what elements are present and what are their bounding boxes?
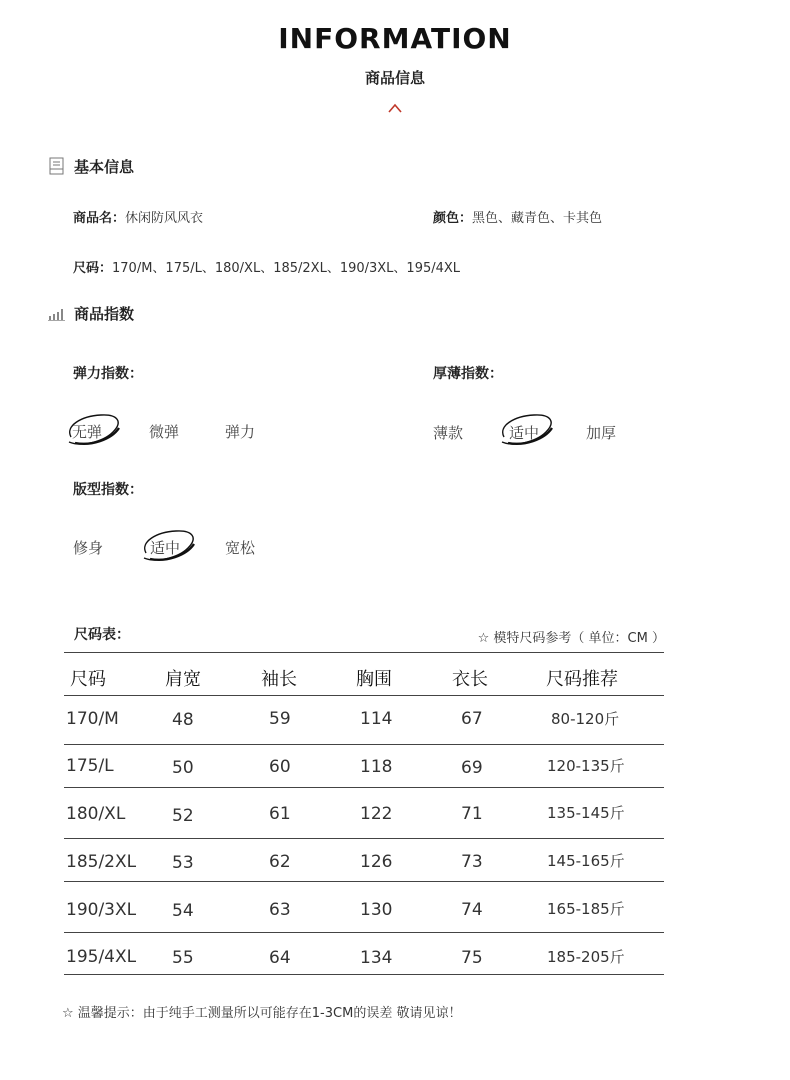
table-cell: 74 <box>461 900 483 920</box>
elasticity-option-none: 无弹 <box>72 423 103 441</box>
table-cell: 73 <box>461 852 483 872</box>
table-cell: 126 <box>360 852 393 872</box>
fit-option-medium: 适中 <box>150 539 181 557</box>
table-cell: 75 <box>461 948 483 968</box>
table-cell: 55 <box>172 948 194 968</box>
table-cell: 48 <box>172 710 194 730</box>
table-header-size: 尺码 <box>70 669 106 690</box>
table-divider <box>64 787 664 788</box>
table-divider <box>64 652 664 653</box>
table-cell: 185-205斤 <box>547 948 625 966</box>
product-sizes-label: 尺码： <box>73 261 113 276</box>
footer-note: ☆ 温馨提示：由于纯手工测量所以可能存在1-3CM的误差 敬请见谅！ <box>62 1006 462 1021</box>
table-cell: 195/4XL <box>66 947 137 967</box>
table-header-sleeve: 袖长 <box>261 669 297 690</box>
table-cell: 135-145斤 <box>547 804 625 822</box>
table-cell: 52 <box>172 806 194 826</box>
table-divider <box>64 881 664 882</box>
table-cell: 50 <box>172 758 194 778</box>
product-name <box>73 207 203 226</box>
fit-option-loose: 宽松 <box>225 539 256 557</box>
thickness-option-medium: 适中 <box>509 424 540 442</box>
product-sizes <box>73 257 460 276</box>
elasticity-option-elastic: 弹力 <box>225 423 256 441</box>
table-header-chest: 胸围 <box>356 669 392 690</box>
product-sizes-value: 170/M、175/L、180/XL、185/2XL、190/3XL、195/4XL <box>112 261 461 276</box>
elasticity-label: 弹力指数： <box>73 366 143 382</box>
table-header-shoulder: 肩宽 <box>165 669 201 690</box>
table-cell: 180/XL <box>66 804 126 824</box>
table-cell: 80-120斤 <box>551 710 620 728</box>
table-cell: 61 <box>269 804 291 824</box>
thickness-option-thin: 薄款 <box>433 424 464 442</box>
product-color-value: 黑色、藏青色、卡其色 <box>472 211 603 226</box>
table-header-recommend: 尺码推荐 <box>546 669 618 690</box>
table-cell: 170/M <box>66 709 119 729</box>
table-cell: 63 <box>269 900 291 920</box>
table-cell: 134 <box>360 948 393 968</box>
table-cell: 60 <box>269 757 291 777</box>
page-title: INFORMATION <box>278 22 512 55</box>
basic-info-heading-text: 基本信息 <box>74 157 135 176</box>
table-header-length: 衣长 <box>452 669 488 690</box>
table-cell: 175/L <box>66 756 114 776</box>
fit-option-slim: 修身 <box>73 539 104 557</box>
table-cell: 118 <box>360 757 393 777</box>
chevron-up-icon <box>387 102 403 114</box>
size-chart-title: 尺码表： <box>74 627 130 643</box>
table-divider <box>64 974 664 975</box>
table-divider <box>64 838 664 839</box>
table-cell: 122 <box>360 804 393 824</box>
table-cell: 185/2XL <box>66 852 137 872</box>
table-divider <box>64 932 664 933</box>
table-cell: 62 <box>269 852 291 872</box>
table-cell: 59 <box>269 709 291 729</box>
elasticity-option-slight: 微弹 <box>149 423 180 441</box>
product-index-heading-text: 商品指数 <box>74 304 135 323</box>
table-cell: 64 <box>269 948 291 968</box>
thickness-option-thick: 加厚 <box>586 424 617 442</box>
product-color-label: 颜色： <box>433 211 473 226</box>
table-cell: 114 <box>360 709 393 729</box>
product-index-heading <box>48 303 134 323</box>
product-name-label: 商品名： <box>73 211 126 226</box>
table-cell: 120-135斤 <box>547 757 625 775</box>
table-cell: 69 <box>461 758 483 778</box>
table-cell: 130 <box>360 900 393 920</box>
bar-chart-icon <box>48 304 65 322</box>
table-cell: 67 <box>461 709 483 729</box>
thickness-label: 厚薄指数： <box>433 366 503 382</box>
document-icon <box>48 157 65 175</box>
table-cell: 190/3XL <box>66 900 137 920</box>
table-divider <box>64 695 664 696</box>
page-subtitle: 商品信息 <box>364 69 425 87</box>
basic-info-heading <box>48 156 134 176</box>
table-cell: 54 <box>172 901 194 921</box>
table-cell: 53 <box>172 853 194 873</box>
table-cell: 165-185斤 <box>547 900 625 918</box>
product-name-value: 休闲防风风衣 <box>125 211 204 226</box>
table-divider <box>64 744 664 745</box>
table-cell: 71 <box>461 804 483 824</box>
table-cell: 145-165斤 <box>547 852 625 870</box>
fit-label: 版型指数： <box>73 482 143 498</box>
product-color <box>433 207 602 226</box>
size-chart-note: ☆ 模特尺码参考（ 单位：CM ） <box>477 631 665 646</box>
